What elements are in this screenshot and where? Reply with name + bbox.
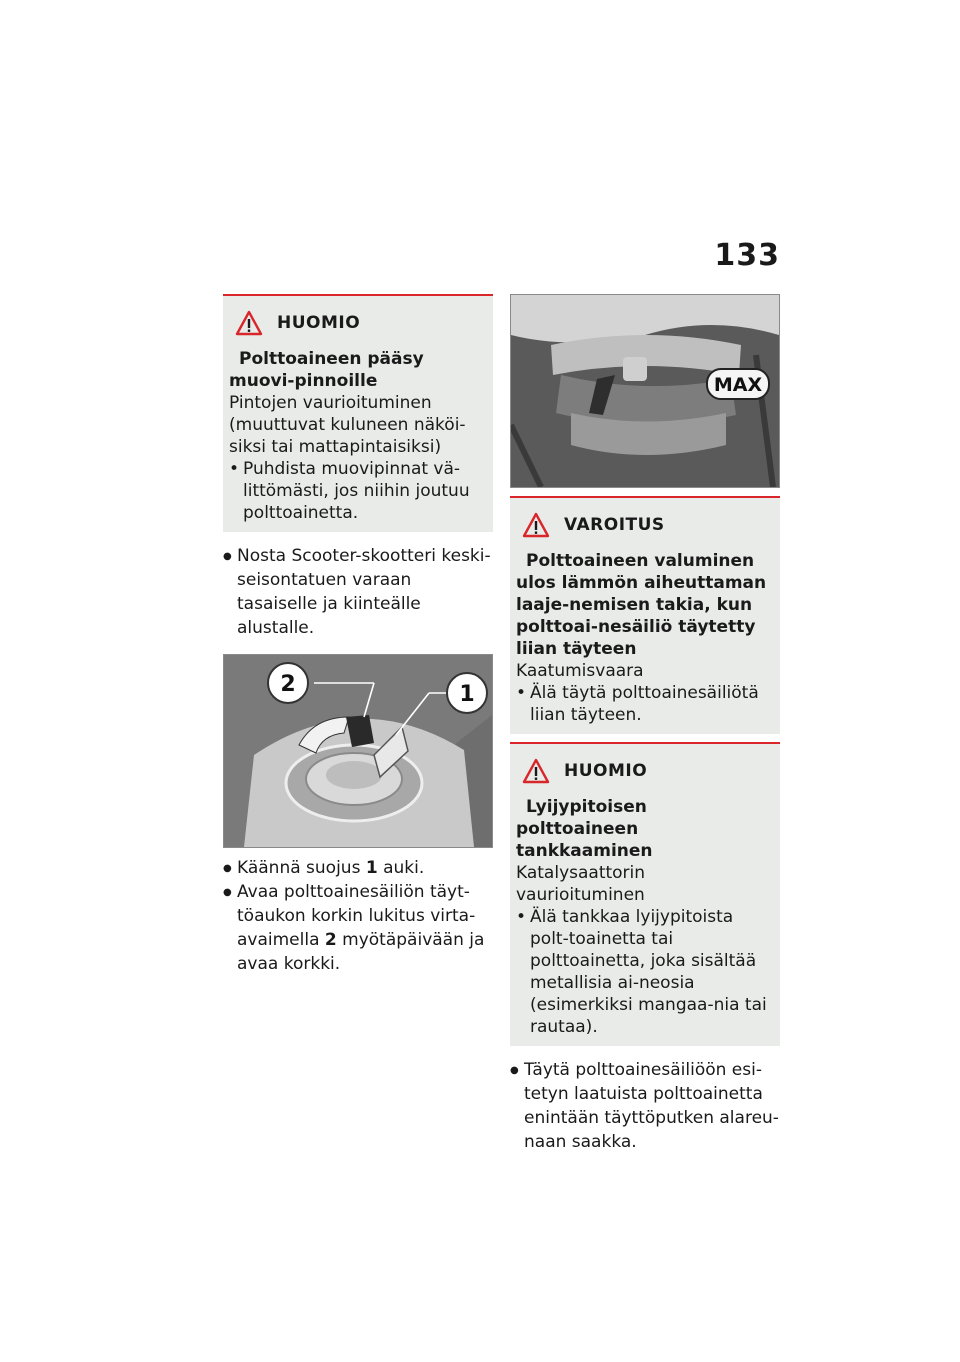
- callout-2: 2: [280, 672, 296, 697]
- notice-box: [223, 294, 493, 532]
- instruction-list-2: [223, 856, 493, 976]
- notice-bullet: • Puhdista muovipinnat vä-littömästi, jos niihin joutuu polttoainetta.: [229, 458, 487, 524]
- notice-subtitle-2: Lyijypitoisen polttoaineen tankkaaminen: [516, 797, 653, 861]
- right-column: [510, 294, 780, 1154]
- step-ref: 1: [365, 858, 378, 878]
- instruction-list: [223, 544, 493, 640]
- warning-subtitle: Polttoaineen valuminen ulos lämmön aiheuttaman laaje-nemisen takia, kun polttoai-nesäiliö täytetty liian täyteen: [516, 551, 767, 659]
- notice-header-2: [522, 758, 774, 784]
- step-text: Käännä suojus: [237, 858, 366, 878]
- warning-triangle-icon: [235, 310, 263, 336]
- fuel-level-figure: [510, 294, 780, 488]
- notice-text-2: Katalysaattorin vaurioituminen: [516, 863, 646, 905]
- step-text: Avaa polttoainesäiliön täyt-töaukon korkin lukitus virta-avaimella: [237, 882, 476, 950]
- instruction-step-fill: ● Täytä polttoainesäiliöön esi-tetyn laatuista polttoainetta enintään täyttöputken alareu-naan saakka.: [510, 1058, 780, 1154]
- warning-title: VAROITUS: [564, 515, 665, 535]
- instruction-step-unlock-cap: [223, 880, 493, 976]
- notice-header: [235, 310, 487, 336]
- callout-1: 1: [459, 682, 475, 707]
- instruction-list-right: [510, 1058, 780, 1154]
- step-text: myötäpäivään ja avaa korkki.: [237, 930, 485, 974]
- left-column: [223, 294, 493, 976]
- fuel-level-illustration: [511, 295, 779, 487]
- warning-bullets: [516, 682, 774, 726]
- warning-text: Kaatumisvaara: [516, 661, 644, 681]
- fuel-cap-illustration: [224, 655, 492, 847]
- fuel-cap-figure: [223, 654, 493, 848]
- warning-bullet: • Älä täytä polttoainesäiliötä liian täyteen.: [516, 682, 774, 726]
- notice-title-2: HUOMIO: [564, 761, 648, 781]
- notice-bullets: [229, 458, 487, 524]
- warning-triangle-icon: [522, 512, 550, 538]
- step-text: auki.: [377, 858, 425, 878]
- notice-text: Pintojen vaurioituminen (muuttuvat kuluneen näköi-siksi tai mattapintaisiksi): [229, 393, 466, 457]
- notice-title: HUOMIO: [277, 313, 361, 333]
- instruction-step: ● Nosta Scooter-skootteri keski-seisontatuen varaan tasaiselle ja kiinteälle alustalle.: [223, 544, 493, 640]
- max-label: MAX: [713, 374, 763, 396]
- instruction-step-open-cover: [223, 856, 493, 880]
- notice-box-2: [510, 742, 780, 1046]
- notice-subtitle: Polttoaineen pääsy muovi-pinnoille: [229, 349, 424, 391]
- warning-triangle-icon: [522, 758, 550, 784]
- notice-bullets-2: [516, 906, 774, 1038]
- notice-bullet-2: • Älä tankkaa lyijypitoista polt-toainetta tai polttoainetta, joka sisältää metallisia ai-neosia (esimerkiksi mangaa-nia tai rautaa).: [516, 906, 774, 1038]
- page-number: 133: [714, 238, 780, 273]
- warning-box: [510, 496, 780, 734]
- step-ref: 2: [324, 930, 337, 950]
- warning-header: [522, 512, 774, 538]
